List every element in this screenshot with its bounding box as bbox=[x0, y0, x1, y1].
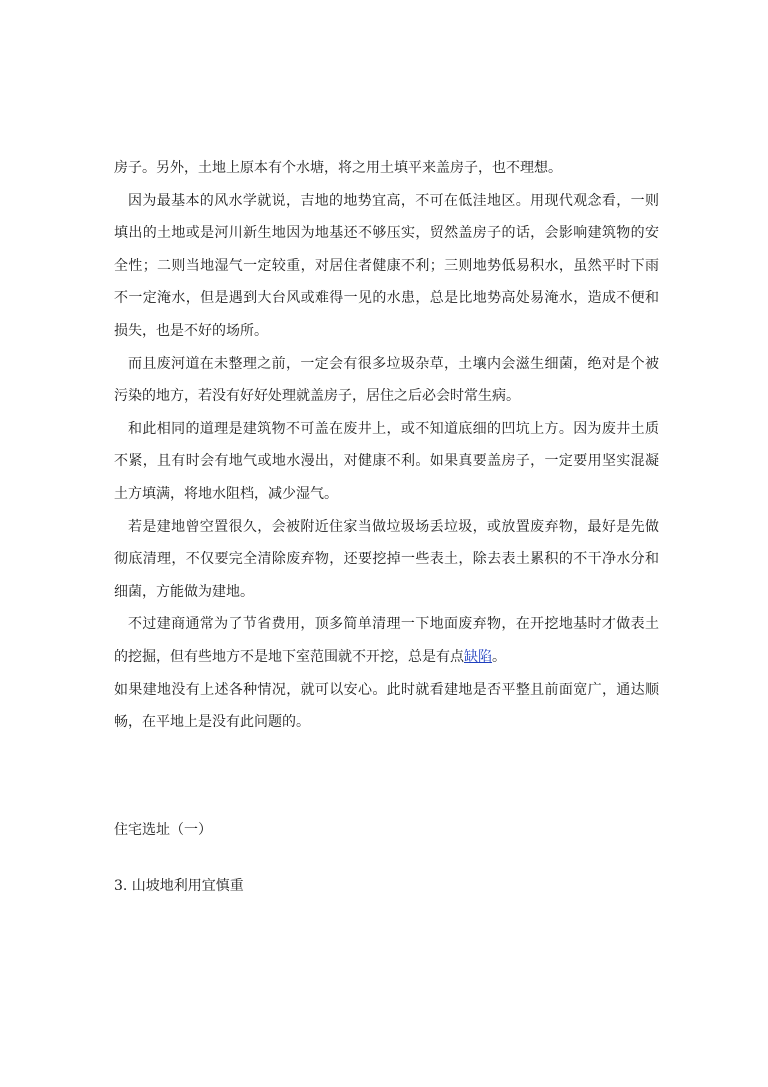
paragraph-7: 如果建地没有上述各种情况，就可以安心。此时就看建地是否平整且前面宽广，通达顺畅，在平地上是没有此问题的。 bbox=[114, 681, 659, 731]
defect-link[interactable]: 缺陷 bbox=[464, 648, 492, 665]
paragraph-1: 房子。另外，土地上原本有个水塘，将之用土填平来盖房子，也不理想。 bbox=[114, 160, 562, 176]
section-title: 住宅选址（一） bbox=[114, 822, 212, 838]
paragraph-6-text: 不过建商通常为了节省费用，顶多简单清理一下地面废弃物，在开挖地基时才做表土的挖掘，但有些地方不是地下室范围就不开挖，总是有点 bbox=[114, 616, 659, 665]
paragraph-6-end: 。 bbox=[492, 648, 506, 665]
paragraph-3: 而且废河道在未整理之前，一定会有很多垃圾杂草，土壤内会滋生细菌，绝对是个被污染的地方，若没有好好处理就盖房子，居住之后必会时常生病。 bbox=[114, 355, 659, 405]
paragraph-2: 因为最基本的风水学就说，吉地的地势宜高，不可在低洼地区。用现代观念看，一则填出的土地或是河川新生地因为地基还不够压实，贸然盖房子的话，会影响建筑物的安全性；二则当地湿气一定较重，对居住者健康不利；三则地势低易积水，虽然平时下雨不一定淹水，但是遇到大台风或难得一见的水患，总是比地势高处易淹水，造成不便和损失，也是不好的场所。 bbox=[114, 192, 659, 339]
subsection-title: 3. 山坡地利用宜慎重 bbox=[114, 878, 244, 894]
paragraph-6 bbox=[114, 608, 659, 673]
paragraph-4: 和此相同的道理是建筑物不可盖在废井上，或不知道底细的凹坑上方。因为废井土质不紧，且有时会有地气或地水漫出，对健康不利。如果真要盖房子，一定要用坚实混凝土方填满，将地水阻档，减少湿气。 bbox=[114, 420, 659, 502]
article-body bbox=[114, 152, 659, 739]
paragraph-5: 若是建地曾空置很久，会被附近住家当做垃圾场丢垃圾，或放置废弃物，最好是先做彻底清理，不仅要完全清除废弃物，还要挖掉一些表土，除去表土累积的不干净水分和细菌，方能做为建地。 bbox=[114, 518, 659, 600]
